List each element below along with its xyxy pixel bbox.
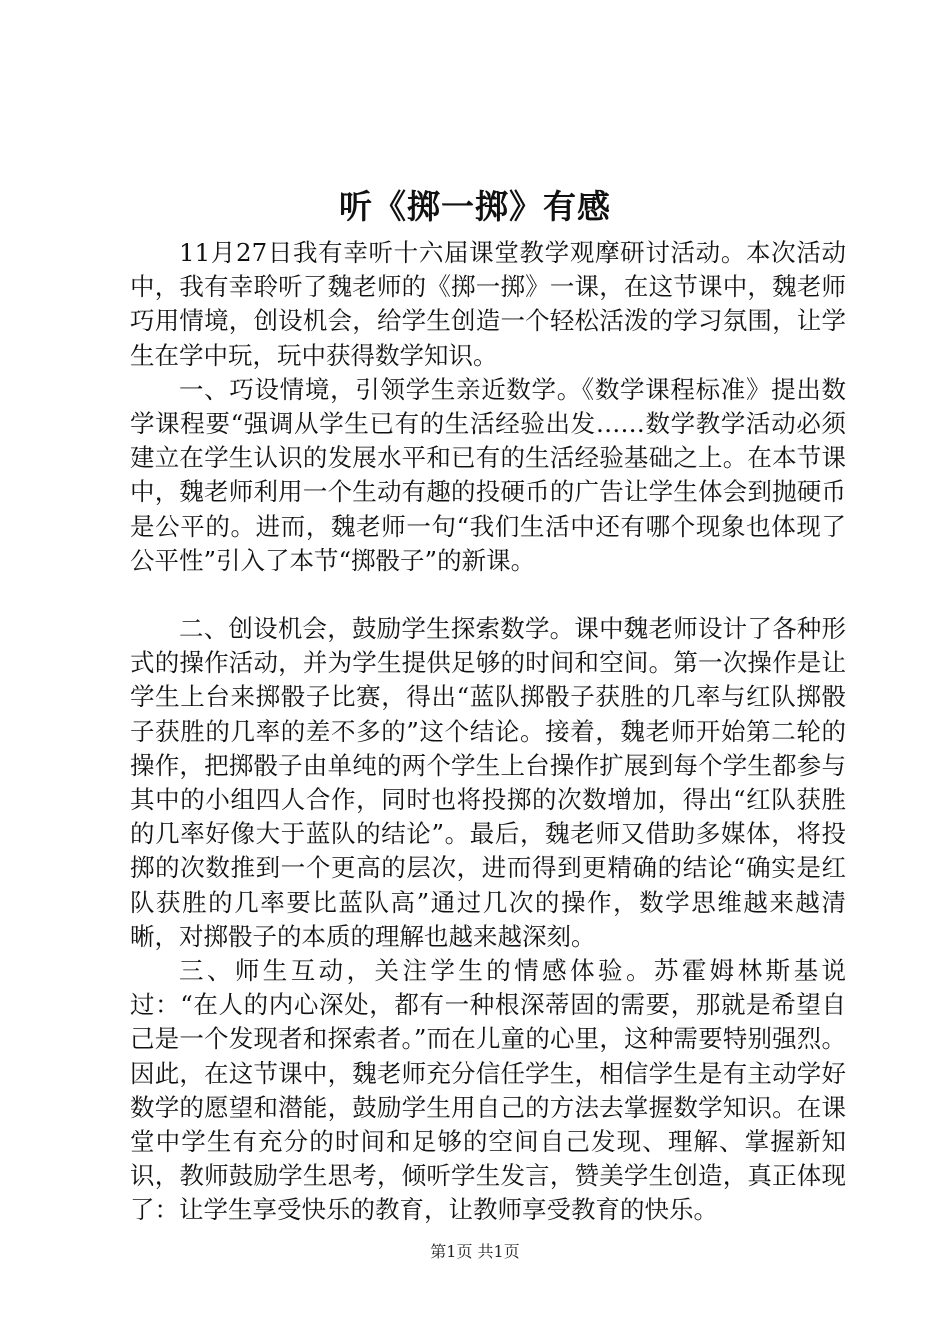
paragraph-section-1: 一、巧设情境，引领学生亲近数学。《数学课程标准》提出数学课程要“强调从学生已有的生活经验出发……数学教学活动必须建立在学生认识的发展水平和已有的生活经验基础之上。在本节课中，魏老师利用一个生动有趣的投硬币的广告让学生体会到抛硬币是公平的。进而，魏老师一句“我们生活中还有哪个现象也体现了公平性”引入了本节“掷骰子”的新课。	[130, 374, 846, 575]
paragraph-intro: 11月27日我有幸听十六届课堂教学观摩研讨活动。本次活动中，我有幸聆听了魏老师的《掷一掷》一课，在这节课中，魏老师巧用情境，创设机会，给学生创造一个轻松活泼的学习氛围，让学生在学中玩，玩中获得数学知识。	[130, 238, 846, 370]
paragraph-section-3: 三、师生互动，关注学生的情感体验。苏霍姆林斯基说过：“在人的内心深处，都有一种根深蒂固的需要，那就是希望自己是一个发现者和探索者。”而在儿童的心里，这种需要特别强烈。因此，在这节课中，魏老师充分信任学生，相信学生是有主动学好数学的愿望和潜能，鼓励学生用自己的方法去掌握数学知识。在课堂中学生有充分的时间和足够的空间自己发现、理解、掌握新知识，教师鼓励学生思考，倾听学生发言，赞美学生创造，真正体现了：让学生享受快乐的教育，让教师享受教育的快乐。	[130, 956, 846, 1225]
document-body	[130, 236, 846, 1228]
page-number-footer: 第1页 共1页	[430, 1242, 520, 1261]
paragraph-section-2: 二、创设机会，鼓励学生探索数学。课中魏老师设计了各种形式的操作活动，并为学生提供足够的时间和空间。第一次操作是让学生上台来掷骰子比赛，得出“蓝队掷骰子获胜的几率与红队掷骰子获胜的几率的差不多的”这个结论。接着，魏老师开始第二轮的操作，把掷骰子由单纯的两个学生上台操作扩展到每个学生都参与其中的小组四人合作，同时也将投掷的次数增加，得出“红队获胜的几率好像大于蓝队的结论”。最后，魏老师又借助多媒体，将投掷的次数推到一个更高的层次，进而得到更精确的结论“确实是红队获胜的几率要比蓝队高”通过几次的操作，数学思维越来越清晰，对掷骰子的本质的理解也越来越深刻。	[130, 614, 846, 951]
document-title: 听《掷一掷》有感	[339, 187, 611, 226]
paragraph-spacer	[130, 578, 846, 612]
